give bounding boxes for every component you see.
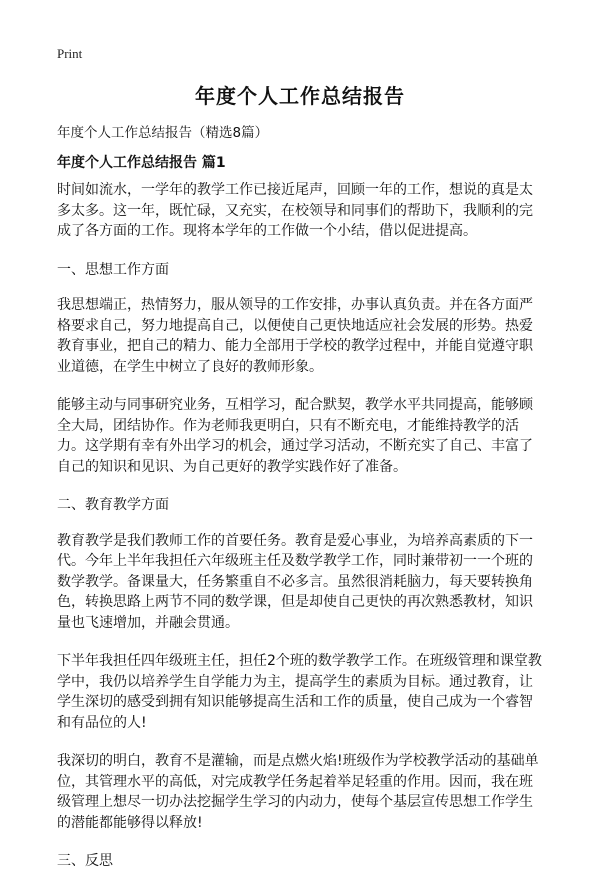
document-title: 年度个人工作总结报告 — [195, 84, 405, 108]
paragraph: 下半年我担任四年级班主任，担任2个班的数学教学工作。在班级管理和课堂教学中，我仍以培养学生自学能力为主，提高学生的素质为目标。通过教育，让学生深切的感受到拥有知识能够提高生活和工作的质量，使自己成为一个睿智和有品位的人! — [57, 653, 542, 731]
paragraph-intro: 时间如流水，一学年的教学工作已接近尾声，回顾一年的工作，想说的真是太多太多。这一年，既忙碌，又充实，在校领导和同事们的帮助下，我顺利的完成了各方面的工作。现将本学年的工作做一个小结，借以促进提高。 — [57, 182, 533, 239]
subheading-reflection: 三、反思 — [57, 853, 113, 869]
paragraph: 教育教学是我们教师工作的首要任务。教育是爱心事业，为培养高素质的下一代。今年上半年我担任六年级班主任及数学教学工作，同时兼带初一一个班的数学教学。备课量大，任务繁重自不必多言。虽然很消耗脑力，每天要转换角色，转换思路上两节不同的数学课，但是却使自己更快的再次熟悉教材，知识量也飞速增加，并融会贯通。 — [57, 532, 533, 631]
paragraph: 我深切的明白，教育不是灌输，而是点燃火焰!班级作为学校教学活动的基础单位，其管理水平的高低，对完成教学任务起着举足轻重的作用。因而，我在班级管理上想尽一切办法挖掘学生学习的内动力，使每个基层宣传思想工作学生的潜能都能够得以释放! — [57, 753, 539, 831]
paragraph: 能够主动与同事研究业务，互相学习，配合默契，教学水平共同提高，能够顾全大局，团结协作。作为老师我更明白，只有不断充电，才能维持教学的活力。这学期有幸有外出学习的机会，通过学习活动，不断充实了自己、丰富了自己的知识和见识、为自己更好的教学实践作好了准备。 — [57, 397, 533, 475]
body-text — [57, 180, 545, 887]
document-subtitle: 年度个人工作总结报告（精选8篇） — [57, 125, 269, 141]
section-heading: 年度个人工作总结报告 篇1 — [57, 155, 226, 171]
subheading-teaching: 二、教育教学方面 — [57, 497, 169, 513]
print-link[interactable]: Print — [57, 46, 83, 61]
paragraph: 我思想端正，热情努力，服从领导的工作安排，办事认真负责。并在各方面严格要求自己，努力地提高自己，以便使自己更快地适应社会发展的形势。热爱教育事业，把自己的精力、能力全部用于学校的教学过程中，并能自觉遵守职业道德，在学生中树立了良好的教师形象。 — [57, 297, 533, 375]
subheading-thought: 一、思想工作方面 — [57, 261, 169, 278]
